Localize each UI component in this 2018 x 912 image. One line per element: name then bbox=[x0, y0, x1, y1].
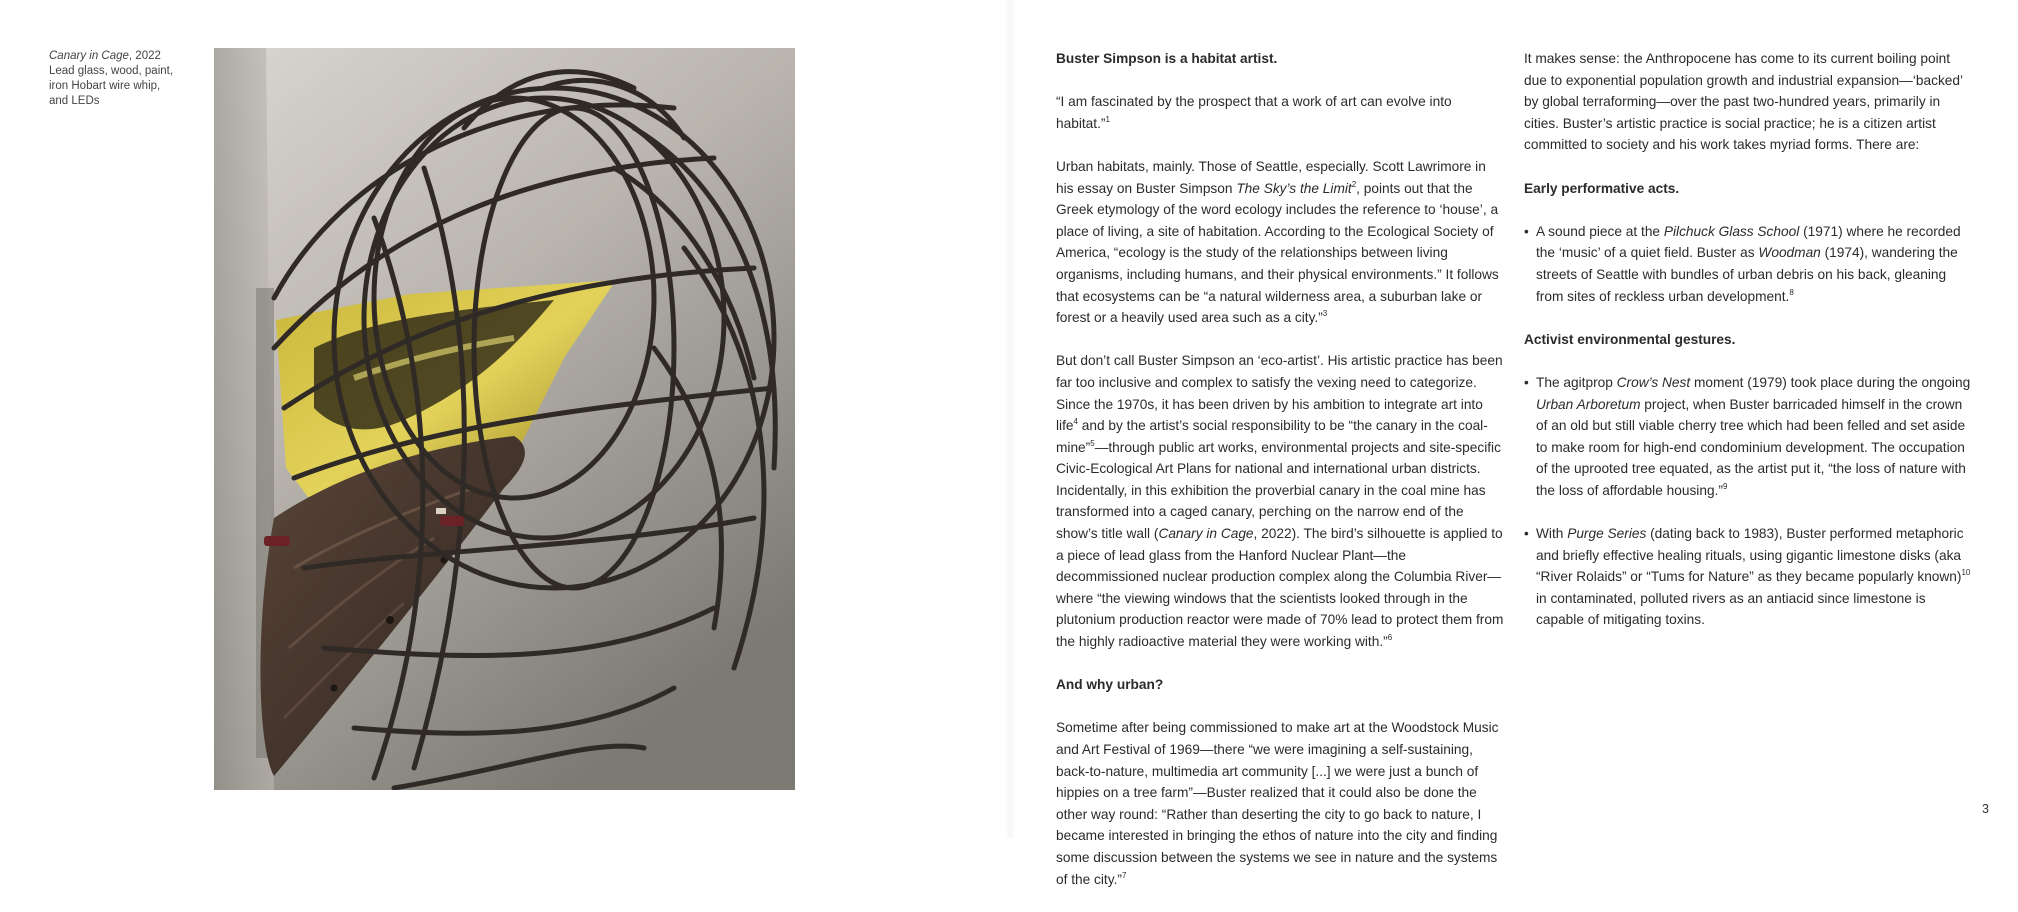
footnote-9: 9 bbox=[1722, 481, 1728, 491]
bullet-2-part-c: project, when Buster barricaded himself in the crown of an old but still viable cherry tree which had been felled and set aside to make room for high-end condominium development. The occupation of the uprooted tree equated, as the artist put it, “the loss of nature with the loss of affordable housing.” bbox=[1536, 396, 1966, 498]
footnote-7: 7 bbox=[1121, 870, 1127, 880]
footnote-1: 1 bbox=[1105, 114, 1110, 124]
caption-line-1 bbox=[49, 49, 179, 64]
bullet-3-title-1: Purge Series bbox=[1567, 526, 1647, 542]
paragraph-3-text: Sometime after being commissioned to make art at the Woodstock Music and Art Festival of 1969—there “we were imagining a self-sustaining, back-to-nature, multimedia art community [...] we were just a bunch of hippies on a tree farm”—Buster realized that it could also be done the other way round: “Rather than deserting the city to go back to nature, I became interested in bringing the ethos of nature into the city and finding some discussion between the systems we see in nature and the systems of the city.” bbox=[1056, 720, 1499, 887]
essay-column-right bbox=[1524, 48, 1974, 653]
footnote-5: 5 bbox=[1090, 438, 1095, 448]
paragraph-1-part-a: Urban habitats, mainly. Those of Seattle, especially. Scott Lawrimore in his essay on Buster Simpson bbox=[1056, 158, 1486, 196]
essay-title-skys-the-limit: The Sky’s the Limit bbox=[1236, 180, 1352, 196]
page-gutter bbox=[1005, 0, 1015, 838]
paragraph-2-part-a: But don’t call Buster Simpson an ‘eco-artist’. His artistic practice has been far too inclusive and complex to satisfy the vexing need to categorize. Since the 1970s, it has been driven by his ambition to integrate art into life bbox=[1056, 353, 1503, 434]
bullet-3-part-a: With bbox=[1536, 526, 1568, 542]
caption-line-4: and LEDs bbox=[49, 95, 100, 107]
section-heading-urban: And why urban? bbox=[1056, 677, 1164, 693]
paragraph-2-part-d: , 2022). The bird’s silhouette is applied to a piece of lead glass from the Hanford Nuclear Plant—the decommissioned nuclear production complex along the Columbia River—where “the viewing windows that the scientists looked through in the plutonium production reactor were made of 70% lead to protect them from the highly radioactive material they were working with.” bbox=[1056, 526, 1504, 650]
footnote-6: 6 bbox=[1387, 633, 1393, 643]
essay-quote bbox=[1056, 91, 1504, 134]
bullet-3-part-c: in contaminated, polluted rivers as an antiacid since limestone is capable of mitigating toxins. bbox=[1536, 590, 1926, 628]
paragraph-1-part-b: , points out that the Greek etymology of the word ecology includes the reference to ‘house’, a place of living, a site of habitation. According to the Ecological Society of America, “ecology is the study of the relationships between living organisms, including humans, and their physical environments.” It follows that ecosystems can be “a natural wilderness area, a suburban lake or forest or a heavily used area such as a city.” bbox=[1056, 180, 1499, 326]
bullet-2-part-b: moment (1979) took place during the ongoing bbox=[1690, 374, 1971, 390]
essay-paragraph-1 bbox=[1056, 156, 1504, 329]
caption-year: , 2022 bbox=[128, 50, 161, 62]
bullet-1-part-b: (1971) where he recorded the ‘music’ of a quiet field. Buster as bbox=[1536, 223, 1961, 261]
caption-line-2: Lead glass, wood, paint, bbox=[49, 65, 174, 77]
sculpture-illustration bbox=[214, 48, 795, 790]
section-heading-activist: Activist environmental gestures. bbox=[1524, 331, 1736, 347]
artwork-caption bbox=[49, 49, 179, 109]
paragraph-2-part-c: —through public art works, environmental projects and site-specific Civic-Ecological Art Plans for national and international urban districts. Incidentally, in this exhibition the proverbial canary in the coal mine has transformed into a caged canary, perching on the narrow end of the show’s title wall ( bbox=[1056, 439, 1501, 542]
essay-paragraph-3 bbox=[1056, 717, 1504, 890]
bullet-1-title-2: Woodman bbox=[1758, 245, 1821, 261]
bullet-2-title-1: Crow’s Nest bbox=[1616, 374, 1691, 390]
essay-heading: Buster Simpson is a habitat artist. bbox=[1056, 51, 1278, 66]
essay-paragraph-4: It makes sense: the Anthropocene has come to its current boiling point due to exponential population growth and industrial expansion—‘backed’ by global terraforming—over the past two-hundred years, primarily in cities. Buster’s artistic practice is social practice; he is a citizen artist committed to society and his work takes myriad forms. There are: bbox=[1524, 51, 1963, 153]
bullet-2-title-2: Urban Arboretum bbox=[1536, 396, 1641, 412]
bullet-item-pilchuck bbox=[1524, 221, 1974, 307]
artwork-photo bbox=[214, 48, 795, 790]
footnote-8: 8 bbox=[1789, 287, 1794, 297]
footnote-3: 3 bbox=[1322, 309, 1328, 319]
bullet-item-crows-nest bbox=[1524, 372, 1974, 502]
bullet-2-part-a: The agitprop bbox=[1536, 374, 1617, 390]
footnote-10: 10 bbox=[1961, 568, 1971, 578]
caption-artwork-title: Canary in Cage bbox=[49, 50, 129, 62]
bullet-1-part-c: (1974), wandering the streets of Seattle with bundles of urban debris on his back, gleaning from sites of reckless urban development. bbox=[1536, 245, 1958, 304]
page-number: 3 bbox=[1982, 802, 1989, 816]
caption-line-3: iron Hobart wire whip, bbox=[49, 80, 161, 92]
artwork-title-ref: Canary in Cage bbox=[1158, 526, 1254, 542]
paragraph-2-part-b: and by the artist’s social responsibility to be “the canary in the coal-mine” bbox=[1056, 418, 1488, 455]
section-heading-performative: Early performative acts. bbox=[1524, 180, 1680, 196]
bullet-1-title-1: Pilchuck Glass School bbox=[1663, 223, 1800, 239]
footnote-2: 2 bbox=[1351, 179, 1357, 189]
quote-text: “I am fascinated by the prospect that a work of art can evolve into habitat.” bbox=[1056, 94, 1452, 131]
bullet-3-part-b: (dating back to 1983), Buster performed metaphoric and briefly effective healing rituals, using gigantic limestone disks (aka “River Rolaids” or “Tums for Nature” as they became popularly known) bbox=[1536, 526, 1964, 585]
bullet-1-part-a: A sound piece at the bbox=[1536, 223, 1664, 239]
essay-paragraph-2 bbox=[1056, 350, 1504, 652]
footnote-4: 4 bbox=[1073, 417, 1078, 427]
essay-column-left bbox=[1056, 48, 1504, 912]
bullet-item-purge-series bbox=[1524, 523, 1974, 631]
